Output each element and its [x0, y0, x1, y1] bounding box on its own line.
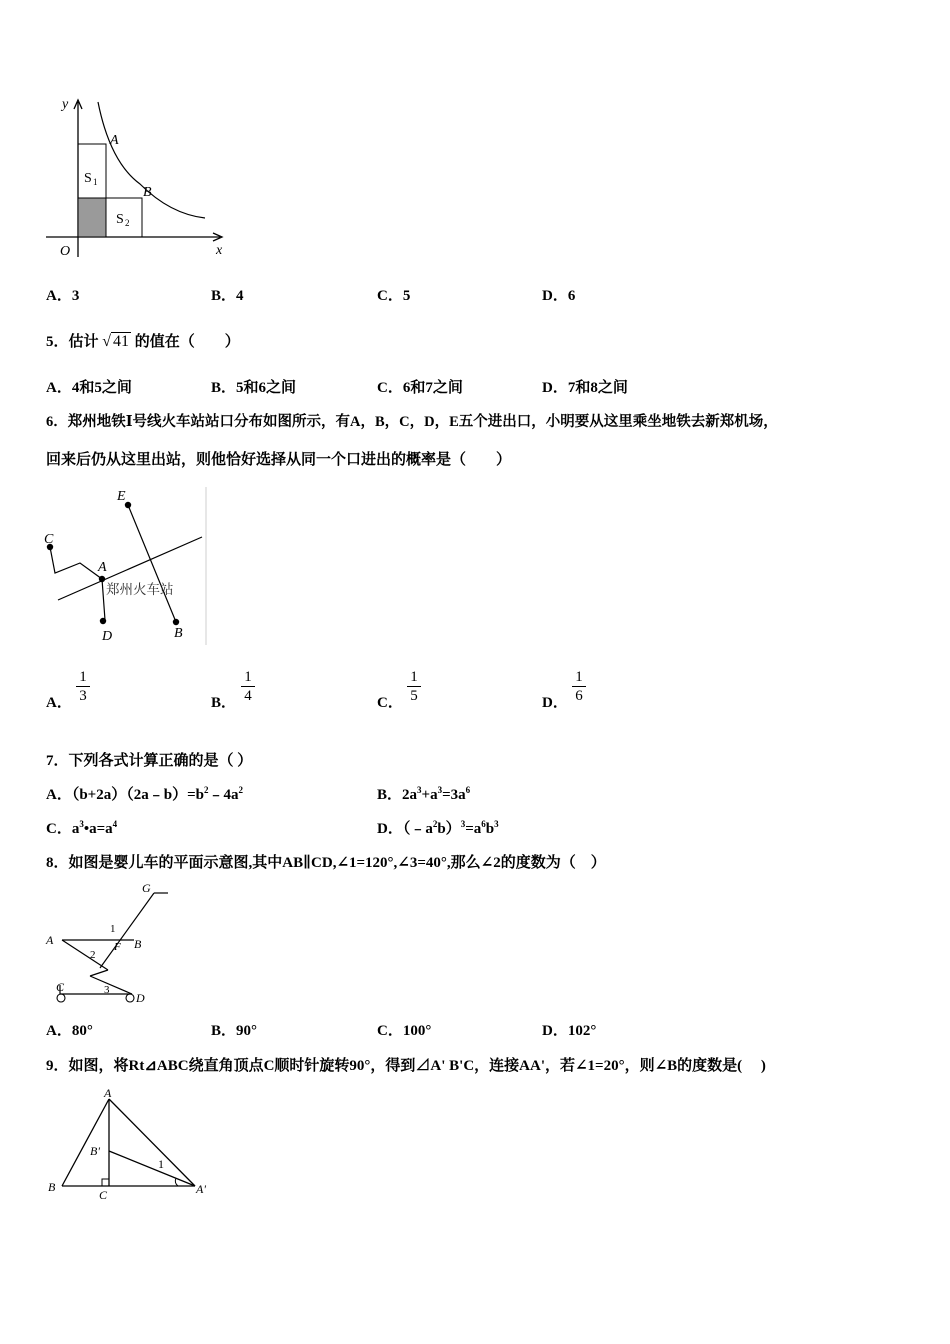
- point-d-label: D: [136, 991, 145, 1005]
- q7-b-mid1: +a: [421, 787, 438, 803]
- angle-2-label: 2: [90, 949, 96, 961]
- vertex-b-prime-label: B': [90, 1144, 100, 1158]
- q6-stem-line2: 回来后仍从这里出站，则他恰好选择从同一个口进出的概率是（ ）: [46, 452, 512, 468]
- s1-label: S: [84, 171, 92, 186]
- q6-option-c-letter: C．: [377, 695, 403, 711]
- q6-option-a-fraction: [76, 668, 90, 705]
- exponent: 3: [417, 785, 422, 795]
- q7-option-d[interactable]: [377, 819, 499, 839]
- point-b-label: B: [143, 185, 152, 200]
- q7-d-mid: b）: [437, 821, 461, 837]
- vertex-a-prime-label: A': [196, 1182, 206, 1196]
- q9-stem: 9．如图，将Rt⊿ABC绕直角顶点C顺时针旋转90°，得到⊿A' B'C，连接AA'，若∠1=20°，则∠B的度数是( ): [46, 1058, 766, 1074]
- q6-stem-line1: 6．郑州地铁Ⅰ号线火车站站口分布如图所示，有A，B，C，D，E五个进出口，小明要从这里乘坐地铁去新郑机场，: [46, 414, 778, 430]
- s2-label: S: [116, 212, 124, 227]
- exponent: 6: [465, 785, 471, 795]
- q7-b-mid2: =3a: [442, 787, 466, 803]
- q6-option-b-fraction: [241, 668, 255, 705]
- q7-a-tail: ﹣4a: [208, 787, 239, 803]
- q7-option-a[interactable]: [46, 785, 243, 805]
- q5-sqrt: √ 41: [102, 333, 130, 350]
- vertex-a-label: A: [104, 1086, 112, 1100]
- stroller-figure: [42, 880, 177, 1010]
- vertex-c-label: C: [99, 1188, 108, 1202]
- exit-e-label: E: [117, 489, 126, 504]
- exponent: 3: [494, 819, 499, 829]
- s1-subscript: 1: [93, 177, 98, 187]
- q6-option-c-fraction: [407, 668, 421, 705]
- fraction-numerator: 1: [407, 668, 421, 687]
- fraction-denominator: 5: [410, 688, 418, 704]
- q5-prefix: 5．估计: [46, 334, 99, 350]
- exponent: 6: [481, 819, 486, 829]
- q8-option-a[interactable]: A．80°: [46, 1023, 93, 1039]
- q5-radicand: 41: [113, 333, 130, 350]
- fraction-numerator: 1: [572, 668, 586, 687]
- q7-d-text: D．（﹣a: [377, 821, 433, 837]
- q4-option-d[interactable]: D．6: [542, 288, 576, 304]
- exponent: 4: [112, 819, 118, 829]
- q8-stem: 8．如图是婴儿车的平面示意图,其中AB∥CD,∠1=120°,∠3=40°,那么∠2的度数为（ ）: [46, 855, 606, 871]
- q7-option-c[interactable]: [46, 819, 117, 839]
- fraction-denominator: 3: [79, 688, 87, 704]
- rotation-figure: [42, 1085, 222, 1205]
- q7-a-text: A．（b+2a）（2a﹣b）=b: [46, 787, 204, 803]
- q6-option-c[interactable]: [377, 693, 403, 713]
- y-axis-label: y: [62, 97, 69, 112]
- fraction-denominator: 6: [575, 688, 583, 704]
- exponent: 3: [437, 785, 443, 795]
- q7-c-mid: •a=a: [83, 821, 113, 837]
- q7-b-text: B．2a: [377, 787, 418, 803]
- exponent: 3: [460, 819, 466, 829]
- q5-suffix: 的值在（ ）: [134, 334, 240, 350]
- hyperbola-figure: [40, 92, 240, 262]
- q4-option-c[interactable]: C．5: [377, 288, 411, 304]
- point-g-label: G: [142, 881, 151, 895]
- exit-d-label: D: [102, 629, 113, 644]
- exponent: 2: [238, 785, 243, 795]
- q8-option-d[interactable]: D．102°: [542, 1023, 597, 1039]
- point-a-label: A: [46, 933, 54, 947]
- point-f-label: F: [114, 941, 121, 953]
- exit-c-label: C: [44, 532, 54, 547]
- q6-option-d[interactable]: [542, 693, 568, 713]
- point-b-label: B: [134, 937, 142, 951]
- q6-option-a[interactable]: [46, 693, 72, 713]
- angle-3-label: 3: [104, 984, 110, 996]
- q5-stem: [46, 332, 240, 352]
- origin-label: O: [60, 244, 71, 259]
- q7-d-mid3: b: [485, 821, 495, 837]
- q7-d-mid2: =a: [465, 821, 482, 837]
- q7-c-text: C．a: [46, 821, 80, 837]
- q5-option-b[interactable]: B．5和6之间: [211, 380, 297, 396]
- angle-1-label: 1: [158, 1157, 164, 1171]
- vertex-b-label: B: [48, 1180, 56, 1194]
- q6-option-d-fraction: [572, 668, 586, 705]
- exit-b-label: B: [174, 626, 183, 641]
- exponent: 2: [432, 819, 438, 829]
- q6-option-b[interactable]: [211, 693, 236, 713]
- fraction-denominator: 4: [244, 688, 252, 704]
- q6-option-b-letter: B．: [211, 695, 237, 711]
- q5-option-d[interactable]: D．7和8之间: [542, 380, 628, 396]
- q6-option-a-letter: A．: [46, 695, 72, 711]
- q7-option-b[interactable]: [377, 785, 470, 805]
- point-c-label: C: [56, 980, 65, 994]
- q8-option-c[interactable]: C．100°: [377, 1023, 432, 1039]
- x-axis-label: x: [216, 243, 223, 258]
- q8-option-b[interactable]: B．90°: [211, 1023, 258, 1039]
- exponent: 2: [203, 785, 209, 795]
- station-label: 郑州火车站: [106, 582, 174, 597]
- exit-a-label: A: [98, 560, 107, 575]
- point-a-label: A: [110, 133, 119, 148]
- fraction-numerator: 1: [76, 668, 90, 687]
- exponent: 3: [79, 819, 84, 829]
- station-figure: [40, 485, 210, 647]
- s2-subscript: 2: [125, 218, 130, 228]
- q5-option-a[interactable]: A．4和5之间: [46, 380, 132, 396]
- q6-option-d-letter: D．: [542, 695, 568, 711]
- q7-stem: 7．下列各式计算正确的是（ ）: [46, 753, 253, 769]
- q4-option-b[interactable]: B．4: [211, 288, 244, 304]
- q5-option-c[interactable]: C．6和7之间: [377, 380, 463, 396]
- q4-option-a[interactable]: A．3: [46, 288, 80, 304]
- angle-1-label: 1: [110, 923, 116, 935]
- fraction-numerator: 1: [241, 668, 255, 687]
